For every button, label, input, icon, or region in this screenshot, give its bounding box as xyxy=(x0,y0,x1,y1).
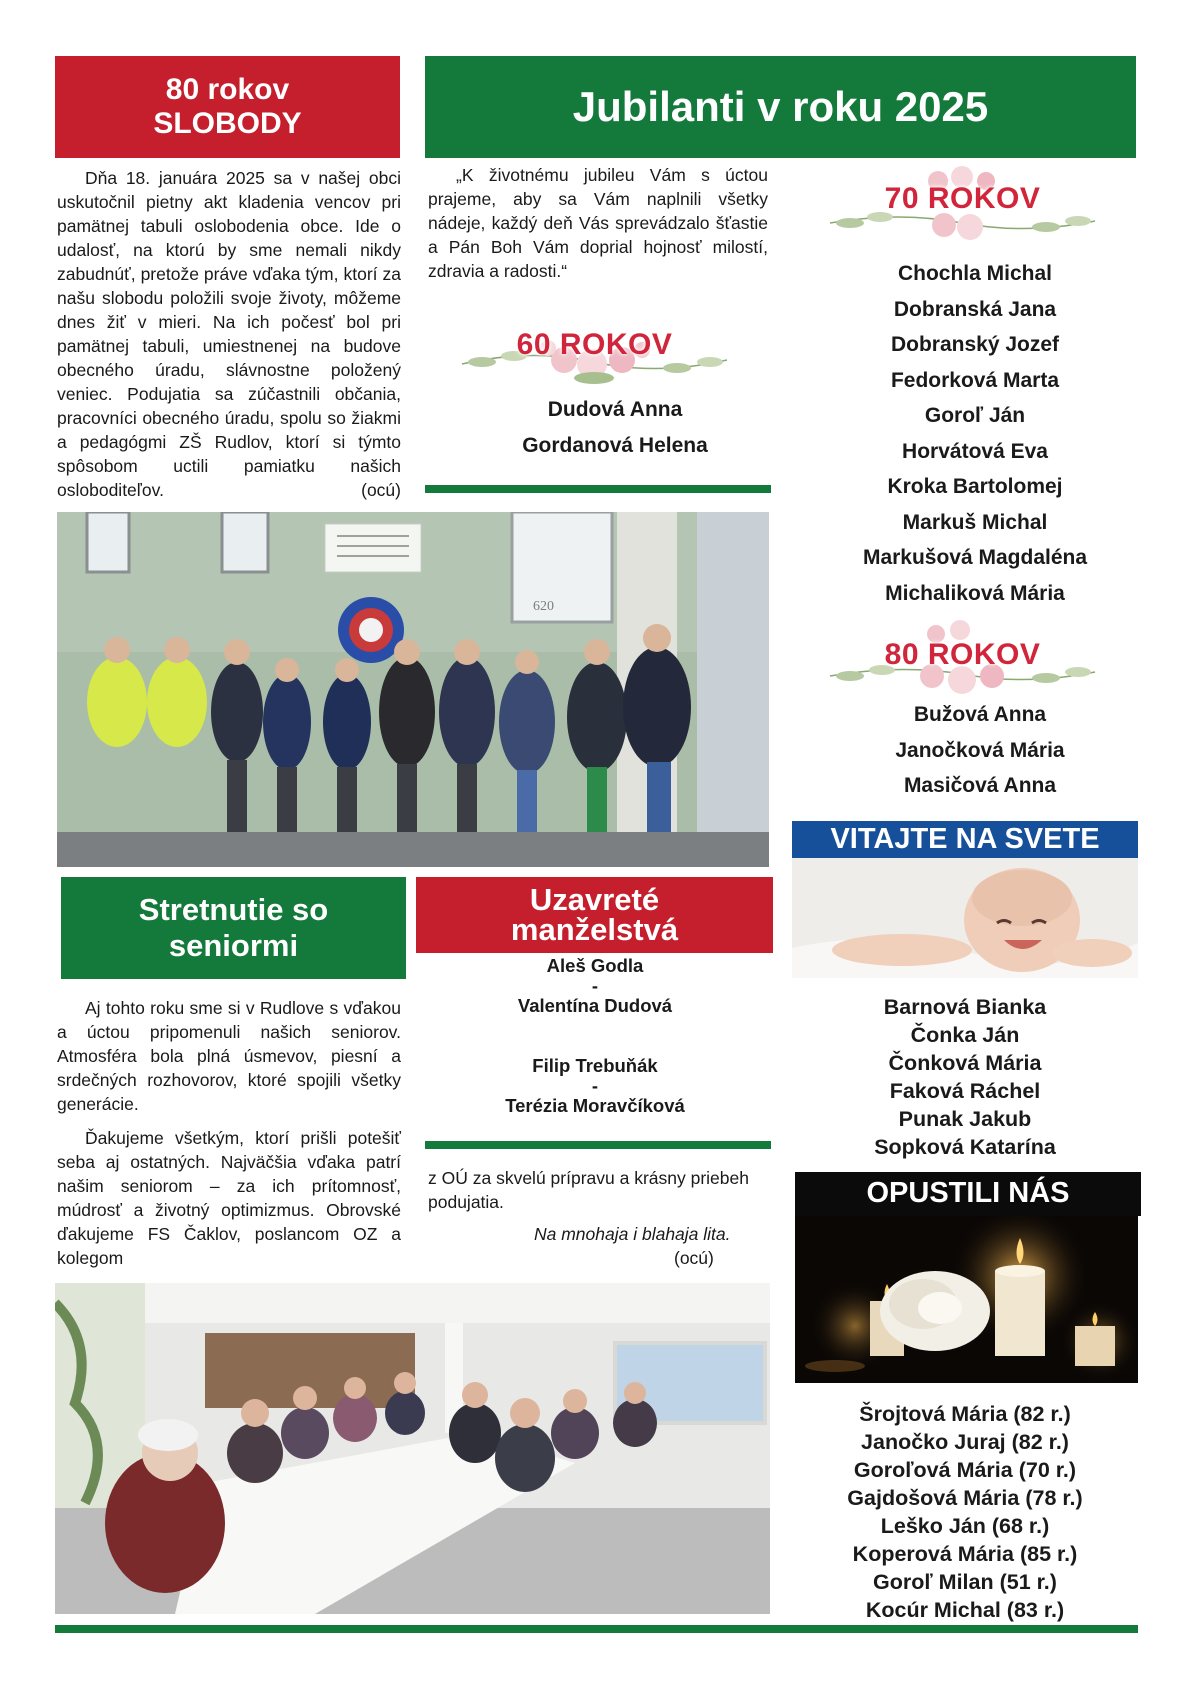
eighty-years-list xyxy=(835,697,1125,804)
newborn-name: Čonková Mária xyxy=(888,1051,1042,1075)
seventy-years-label: 70 ROKOV xyxy=(884,182,1041,215)
seniors-closing: Na mnohaja i blahaja lita. xyxy=(534,1224,731,1244)
newborns-list xyxy=(820,993,1110,1161)
jubilant-name: Fedorková Marta xyxy=(890,368,1060,392)
groom-name: Aleš Godla xyxy=(546,955,644,976)
seniors-continuation: z OÚ za skvelú prípravu a krásny priebeh podujatia. xyxy=(428,1168,749,1212)
seniors-paragraph-1: Aj tohto roku sme si v Rudlove s vďakou a úctou pripomenuli našich seniorov. Atmosféra bola plná úsmevov, piesní a srdečných rozhovorov, ktoré spojili všetky generácie. xyxy=(57,998,401,1114)
marriages-list xyxy=(445,956,745,1116)
bride-name: Valentína Dudová xyxy=(517,995,673,1016)
eighty-years-label: 80 ROKOV xyxy=(884,638,1041,671)
groom-name: Filip Trebuňák xyxy=(532,1055,658,1076)
baby-photo xyxy=(792,858,1138,978)
seniors-paragraph-2: Ďakujeme všetkým, ktorí prišli potešiť seba aj ostatných. Najväčšia vďaka patrí našim seniorom – za ich prítomnosť, múdrosť a životný optimizmus. Obrovské ďakujeme FS Čaklov, poslancom OZ a kolegom xyxy=(57,1128,401,1268)
marriages-banner xyxy=(416,877,773,953)
seniors-banner-title: Stretnutie so seniormi xyxy=(138,892,329,963)
freedom-signature: (ocú) xyxy=(361,480,401,500)
seniors-signature: (ocú) xyxy=(674,1248,714,1268)
jubilant-name: Dudová Anna xyxy=(547,398,683,421)
departed-name: Leško Ján (68 r.) xyxy=(880,1514,1050,1538)
couple-separator: - xyxy=(591,1075,599,1096)
wreath-ceremony-photo xyxy=(57,512,769,867)
jubilant-name: Goroľ Ján xyxy=(924,404,1026,427)
sixty-years-list xyxy=(500,392,730,463)
newborn-name: Čonka Ján xyxy=(910,1023,1020,1047)
departed-name: Goroľová Mária (70 r.) xyxy=(853,1458,1077,1482)
section-divider xyxy=(425,1141,771,1149)
section-divider xyxy=(425,485,771,493)
jubilant-name: Masičová Anna xyxy=(903,774,1057,797)
departed-list xyxy=(805,1400,1125,1624)
departed-banner-title: OPUSTILI NÁS xyxy=(866,1177,1070,1210)
jubilant-name: Kroka Bartolomej xyxy=(887,475,1063,498)
seniors-meeting-photo xyxy=(55,1283,770,1614)
jubilants-banner xyxy=(425,56,1136,158)
page-bottom-divider xyxy=(55,1625,1138,1633)
jubilant-name: Bužová Anna xyxy=(913,703,1047,726)
couple xyxy=(445,956,745,1016)
jubilant-name: Michaliková Mária xyxy=(885,581,1065,605)
sixty-years-label: 60 ROKOV xyxy=(516,328,673,361)
welcome-banner-title: VITAJTE NA SVETE xyxy=(830,822,1100,855)
bride-name: Terézia Moravčíková xyxy=(505,1095,685,1116)
candles-photo xyxy=(795,1216,1138,1383)
freedom-article-text: Dňa 18. januára 2025 sa v našej obci uskutočnil pietny akt kladenia vencov pri pamätnej tabuli oslobodenia obce. Ide o udalosť, na ktorú by sme nemali nikdy zabudnúť, pretože práve vďaka tým, ktorí za našu slobodu položili svoje životy, môžeme dnes žiť v mieri. Na ich počesť bol pri pamätnej tabuli, umiestnenej na budove obecného úradu, slávnostne položený veniec. Podujatia sa zúčastnili občania, pracovníci obecného úradu, spolu so žiakmi a pedagógmi ZŠ Rudlov, ktorí si týmto spôsobom uctili pamiatku našich osloboditeľov. xyxy=(57,168,401,500)
departed-banner xyxy=(795,1172,1141,1216)
marriages-banner-title: Uzavreté manželstvá xyxy=(510,882,679,947)
seniors-article-continued xyxy=(428,1166,768,1270)
newborn-name: Barnová Bianka xyxy=(883,995,1047,1019)
jubilant-name: Markuš Michal xyxy=(902,510,1048,534)
photo-sign-text: 620 xyxy=(533,599,554,614)
departed-name: Janočko Juraj (82 r.) xyxy=(861,1430,1069,1454)
sixty-years-heading xyxy=(452,312,737,388)
couple xyxy=(445,1056,745,1116)
freedom-banner-title: 80 rokov SLOBODY xyxy=(153,72,302,140)
couple-separator: - xyxy=(591,975,599,996)
jubilants-quote-text: „K životnému jubileu Vám s úctou prajeme, aby sa Vám naplnili všetky nádeje, každý deň Vás sprevádzalo šťastie a Pán Boh Vám doprial hojnosť milostí, zdravia a radosti.“ xyxy=(428,165,768,281)
eighty-years-heading xyxy=(820,620,1105,696)
departed-name: Koperová Mária (85 r.) xyxy=(852,1542,1078,1566)
jubilant-name: Markušová Magdaléna xyxy=(862,546,1088,569)
jubilant-name: Dobranská Jana xyxy=(893,297,1057,321)
jubilant-name: Horvátová Eva xyxy=(902,439,1048,463)
newborn-name: Faková Ráchel xyxy=(889,1079,1041,1103)
newborn-name: Punak Jakub xyxy=(898,1107,1032,1131)
departed-name: Kocúr Michal (83 r.) xyxy=(865,1598,1065,1622)
seniors-banner xyxy=(61,877,406,979)
seventy-years-heading xyxy=(820,165,1105,241)
seventy-years-list xyxy=(830,256,1120,611)
jubilant-name: Janočková Mária xyxy=(895,738,1065,762)
seniors-article xyxy=(57,996,401,1270)
freedom-banner xyxy=(55,56,400,158)
newborn-name: Sopková Katarína xyxy=(874,1135,1056,1159)
jubilants-banner-title: Jubilanti v roku 2025 xyxy=(572,82,989,130)
jubilant-name: Dobranský Jozef xyxy=(890,333,1060,356)
jubilant-name: Gordanová Helena xyxy=(522,433,708,457)
jubilants-quote xyxy=(428,163,768,283)
welcome-banner xyxy=(792,821,1138,858)
freedom-article xyxy=(57,166,401,502)
departed-name: Goroľ Milan (51 r.) xyxy=(873,1570,1057,1594)
departed-name: Gajdošová Mária (78 r.) xyxy=(847,1486,1083,1510)
departed-name: Šrojtová Mária (82 r.) xyxy=(859,1402,1071,1426)
jubilant-name: Chochla Michal xyxy=(897,262,1053,285)
